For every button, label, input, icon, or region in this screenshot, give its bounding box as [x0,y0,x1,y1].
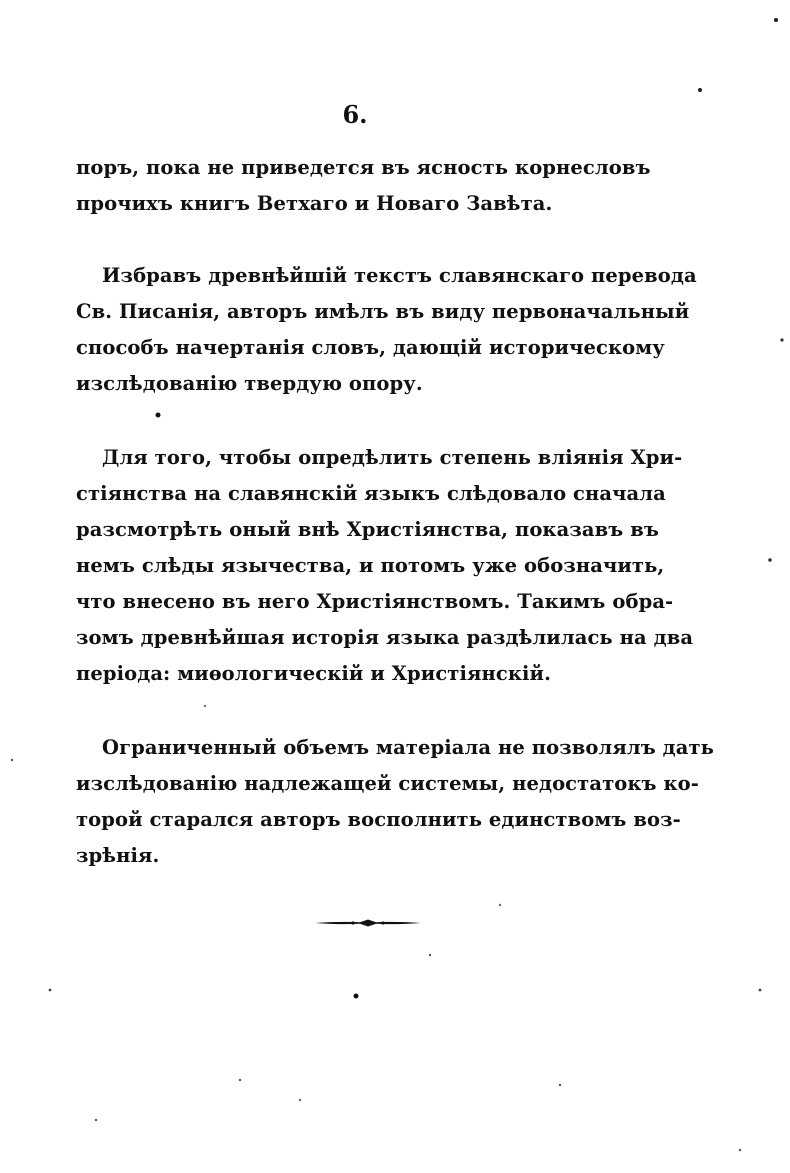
tailpiece-rule-ornament-icon [315,918,421,928]
text-line: стiянства на славянскiй языкъ слѣдовало сначала [76,482,666,505]
text-line: что внесено въ него Христiянствомъ. Такимъ обра- [76,590,674,613]
text-line: поръ, пока не приведется въ ясность корнесловъ [76,156,651,179]
text-line: зрѣнiя. [76,844,160,867]
page-number: 6. [342,100,368,129]
text-line: прочихъ книгъ Ветхаго и Новаго Завѣта. [76,192,553,215]
paragraph-limited-material [76,730,714,874]
text-line: Ограниченный объемъ матерiала не позволялъ дать [102,736,714,759]
text-line: изслѣдованiю твердую опору. [76,372,423,395]
text-line: Для того, чтобы опредѣлить степень влiянiя Хри- [102,446,683,469]
text-line: Избравъ древнѣйшiй текстъ славянскаго перевода [102,264,697,287]
text-line: изслѣдованiю надлежащей системы, недостатокъ ко- [76,772,699,795]
text-line: зомъ древнѣйшая исторiя языка раздѣлилась на два [76,626,694,649]
text-line: способъ начертанiя словъ, дающiй историческому [76,336,665,359]
paragraph-continuation [76,150,651,222]
text-line: разсмотрѣть оный внѣ Христiянства, показавъ въ [76,518,659,541]
paragraph-source-text [76,258,697,402]
text-line: перiода: миѳологическiй и Христiянскiй. [76,662,551,685]
text-line: Св. Писанiя, авторъ имѣлъ въ виду первоначальный [76,300,690,323]
text-line: торой старался авторъ восполнить единствомъ воз- [76,808,681,831]
text-line: немъ слѣды язычества, и потомъ уже обозначить, [76,554,665,577]
paragraph-christianity-influence [76,440,694,692]
